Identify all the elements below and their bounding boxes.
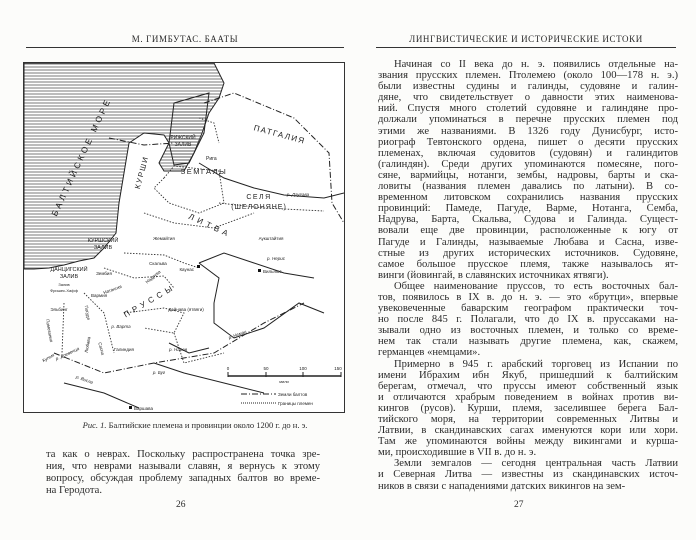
label-kaunas: Каунас [179, 267, 194, 272]
running-head-right: ЛИНГВИСТИЧЕСКИЕ И ИСТОРИЧЕСКИЕ ИСТОКИ [376, 34, 676, 48]
legend-baltic-lands: Земли балтов [278, 392, 308, 397]
label-bug: р. Буг [152, 370, 166, 375]
text-line: ния, что неврами называли славян, я вернусь к этому [46, 461, 320, 472]
text-line: зывали одно из восточных племен, и только со време- [378, 325, 678, 337]
kaunas-marker [197, 265, 200, 268]
label-natangia: Натангия [102, 283, 123, 296]
text-line: ников в связи с нападениями датских викингов на зем- [378, 480, 626, 492]
label-vilnius: Вильнюс [263, 269, 282, 274]
right-page-body [378, 59, 678, 492]
running-head-left: М. ГИМБУТАС. БААТЫ [26, 34, 344, 48]
label-varta: р. Варта [111, 324, 131, 329]
text-line: имени Ибрахим ибн Якуб, пришедший к балтийским [378, 369, 678, 381]
scale-bar [227, 366, 343, 384]
legend-tribal-borders: Границы племен [278, 401, 313, 406]
scale-tick: 0 [226, 366, 230, 371]
text-line: но после 845 г. Полагали, что до IX в. пруссаками на- [378, 314, 678, 326]
text-line: ловиты (названия племен давались по латыни). В со- [378, 181, 678, 193]
label-visla: р. Висла [75, 374, 94, 385]
figure-caption [60, 420, 330, 430]
text-line: тийского моря, на территории современных Литвы и [378, 414, 678, 425]
label-frisches-haff: Залив [58, 282, 70, 287]
text-line: ний. Спустя много столетий судовяне и галиндяне про- [378, 103, 678, 115]
scale-unit: мили [279, 379, 289, 384]
text-line: риограф Тевтонского ордена, пишет о десяти прусских [378, 136, 678, 148]
text-line: (галиндян). Среди других упоминаются помесяне, пого- [378, 158, 678, 170]
label-neris: р. Нерис [266, 256, 286, 261]
text-line: германцев «немцами». [378, 347, 481, 359]
text-line: стные из других исторических источников. Судовяне, [378, 247, 678, 259]
label-danzig-gulf-2: ЗАЛИВ [59, 274, 79, 280]
text-line: кингов (русов). Курши, племя, заселившее берега Бал- [378, 402, 678, 414]
label-curonian-lagoon: КУРШСКИЙ [87, 238, 119, 244]
label-sasna: Сасна [97, 341, 106, 356]
text-line: Примерно в 945 г. арабский торговец из Испании по [394, 358, 678, 370]
label-riga-gulf-2: ЗАЛИВ [174, 142, 192, 148]
page-number-right: 27 [514, 500, 524, 510]
label-elbing: Эльбинг [50, 307, 68, 312]
label-kurshi: КУРШИ [132, 154, 151, 190]
label-zhemaitia: Жемайтия [153, 236, 175, 241]
baltic-tribes-map [23, 62, 345, 413]
label-narev: р. Нарев [168, 347, 188, 352]
label-sea: БАЛТИЙСКОЕ МОРЕ [49, 95, 114, 218]
label-galindia: Галиндия [114, 347, 134, 352]
text-line: увековеченные баварским географом практически точ- [378, 303, 678, 315]
left-page-body [46, 449, 320, 497]
text-line: винги (йовингай, в славянских источниках ятвяги). [378, 269, 609, 281]
text-line: Надрува, Барта, Скальва, Судова и Галинда. Сущест- [378, 214, 678, 226]
text-line: Начиная со II века до н. э. появились отдельные на- [394, 59, 678, 70]
map-drawing [24, 63, 344, 412]
label-pogude: Погуде [83, 305, 92, 321]
text-line: берегам, отмечал, что пруссы имеют собственный язык [378, 380, 678, 392]
text-line: Пагуде и Галинды, называемые Любава и Сасна, изве- [378, 236, 678, 248]
text-line: сяне, вармийцы, нотанги, зембы, надровы, барты и ска- [378, 169, 678, 181]
legend [241, 392, 313, 406]
text-line: на Геродота. [46, 485, 102, 496]
text-line: нем так стали называть другие племена, как, скажем, [378, 336, 678, 348]
text-line: и отличаются храбрым поведением в войнах против ви- [378, 391, 678, 403]
label-danzig-gulf: ДАНЦИГСКИЙ [50, 267, 88, 273]
sea-area [24, 63, 224, 269]
text-line: Латвии, в скандинавских сагах именуются кори или хори. [378, 425, 678, 437]
text-line: Земли земгалов — сегодня центральная часть Латвии [394, 458, 678, 470]
text-line: временном литовском сохранились названия прусских [378, 192, 678, 204]
label-sembia: Зембия [96, 271, 112, 276]
label-riga-gulf: РИЖСКИЙ [170, 135, 196, 141]
label-curonian-lagoon-2: ЗАЛИВ [93, 245, 113, 251]
label-selya: СЕЛЯ [246, 194, 272, 201]
vilnius-marker [258, 269, 261, 272]
label-drevenca: р. Древенца [54, 345, 80, 362]
text-line: вовали еще две провинции, расположенные к югу от [378, 225, 678, 237]
scale-tick: 50 [263, 366, 269, 371]
label-riga: Рига [206, 156, 217, 162]
label-nadruva: Надрува [144, 269, 162, 285]
page-number-left: 26 [176, 500, 186, 510]
scale-tick: 100 [299, 366, 307, 371]
warsaw-marker [129, 406, 132, 409]
label-prussy: ПРУССЫ [122, 282, 178, 320]
label-aukshtaitia: Аукштайтия [258, 236, 284, 241]
text-line: провинций: Памеде, Пагуде, Варме, Нотанга, Семба, [378, 203, 678, 215]
text-line: Общее наименование пруссов, то есть восточных бал- [394, 280, 678, 292]
text-line: и Северная Литва — известны из скандинавских источ- [378, 469, 678, 481]
label-varmia: Вармия [90, 293, 108, 298]
label-daugava: р. Даугава [286, 192, 310, 197]
label-dainava: Дайнава (ятвяги) [168, 307, 204, 312]
text-line: звания прусских племен. Птолемею (около 100—178 н. э.) [378, 70, 678, 82]
label-zemgaly: ЗЕМГАЛЫ [180, 167, 228, 176]
label-litva: ЛИТВА [187, 211, 233, 240]
text-line: тов, появилось в IX в. до н. э. — это «брутци», впервые [378, 291, 678, 303]
text-line: были известны судины и галинды, судовяне и галин- [378, 81, 678, 93]
riga-gulf [169, 93, 209, 165]
text-line: дяне, что свидетельствует о давности этих наименова- [378, 92, 678, 104]
label-patgalia: ПАТГАЛИЯ [252, 123, 307, 146]
text-line: вопросу, обсуждая проблему западных балтов во време- [46, 473, 320, 484]
text-line: самое большое прусское племя, также называлось ят- [378, 258, 678, 270]
text-line: этими же названиями. В 1326 году Дунисбург, исто- [378, 125, 678, 137]
scale-tick: 150 [334, 366, 342, 371]
caption-text: Балтийские племена и провинции около 1200 г. до н. э. [108, 420, 308, 430]
label-kulm: Кульм [41, 352, 56, 364]
label-skalva: Скальва [149, 261, 167, 266]
text-line: племенах, включая судовитов (судовян) и галиндитов [378, 147, 678, 159]
text-line: Там же упоминаются войны между викингами и курша- [378, 436, 678, 448]
baltic-lands-border-south [54, 303, 304, 373]
label-warsaw: Варшава [134, 406, 153, 411]
text-line: ми, происходившие в VII в. до н. э. [378, 447, 537, 459]
label-pomezania: Помезания [44, 318, 54, 343]
caption-prefix: Рис. 1. [82, 420, 107, 430]
text-line: та как о неврах. Поскольку распространена точка зре- [46, 449, 320, 460]
label-frisches-haff-2: Фришес-Хафф [50, 288, 78, 293]
text-line: должали упоминаться в перечне прусских племен под [378, 114, 678, 126]
label-neman: р. Неман [227, 329, 248, 341]
label-shelonyane: (ШЕЛОНЯНЕ) [231, 204, 287, 211]
label-lyubava: Любава [83, 336, 92, 354]
